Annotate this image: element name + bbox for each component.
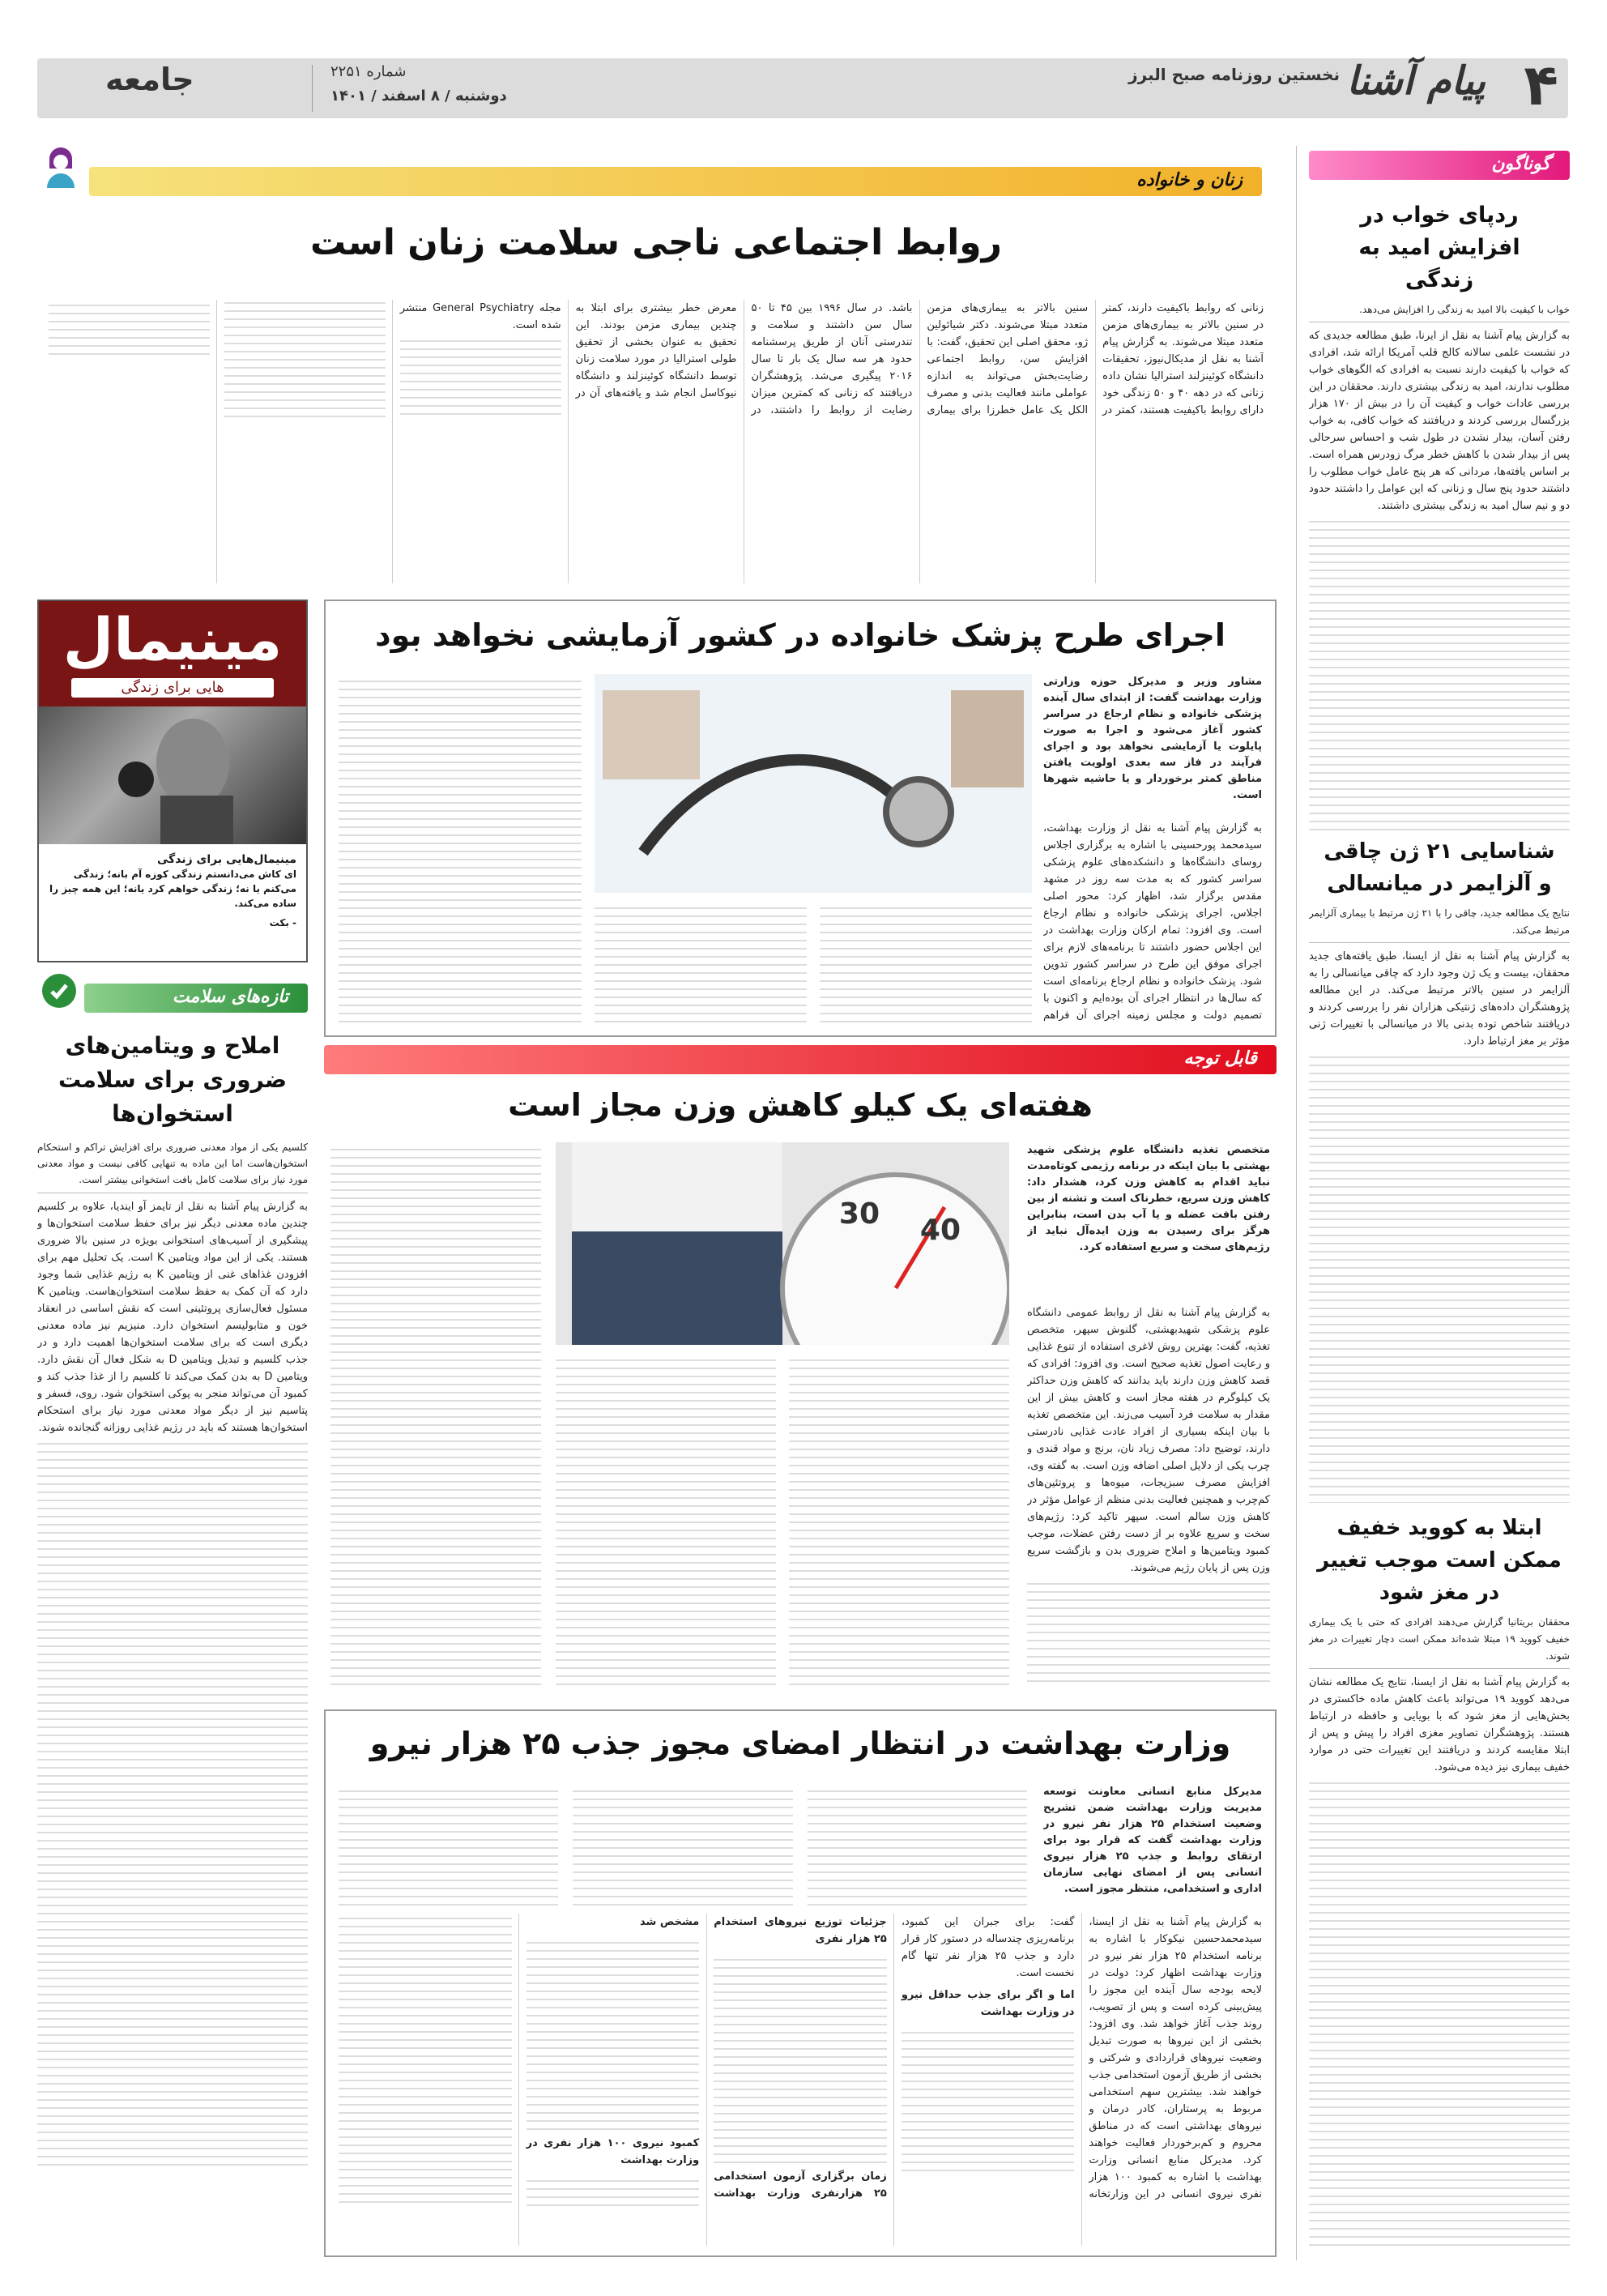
issue-number: شماره ۲۲۵۱ — [330, 63, 407, 80]
svg-text:40: 40 — [919, 1214, 961, 1247]
ministry-sub4: کمبود نیروی ۱۰۰ هزار نفری در وزارت بهداشت — [526, 2137, 700, 2166]
health-lead: کلسیم یکی از مواد معدنی ضروری برای افزایش تراکم و استحکام استخوان‌هاست اما این ماده به تنهایی کافی نیست و مواد معدنی مورد نیاز برای سلامت کامل بافت استخوانی بیشتر است. — [37, 1139, 308, 1193]
family-doctor-lead: مشاور وزیر و مدیرکل حوزه وزارتی وزارت بهداشت گفت: از ابتدای سال آینده پزشکی خانواده و نظام ارجاع در سراسر کشور آغاز می‌شود و اجرا به صورت پایلوت یا آزمایشی نخواهد بود و اجرای فرآیند در فاز سه بعدی اولویت یافتن مناطق کمتر برخوردار و یا حاشیه شهرها است. — [1043, 676, 1262, 801]
obesity-story — [1309, 830, 1570, 1503]
family-doctor-title: اجرای طرح پزشک خانواده در کشور آزمایشی نخواهد بود — [375, 617, 1225, 653]
minimal-photo — [39, 706, 306, 844]
family-doctor-body-left — [339, 674, 582, 1027]
header-logo: پیام آشنا — [1346, 58, 1486, 104]
family-doctor-body-mid — [595, 901, 1032, 1027]
covid-story — [1309, 1507, 1570, 2252]
ministry-sub2: جزئیات توزیع نیروهای استخدام ۲۵ هزار نفری — [714, 1916, 887, 1945]
weight-title: هفته‌ای یک کیلو کاهش وزن مجاز است — [508, 1087, 1093, 1123]
ministry-title: وزارت بهداشت در انتظار امضای مجوز جذب ۲۵ هزار نیرو — [369, 1726, 1231, 1761]
weight-body-right: به گزارش پیام آشنا به نقل از روابط عمومی دانشگاه علوم پزشکی شهیدبهشتی، گلنوش سپهر، متخصص تغذیه، گفت: بهترین روش لاغری استفاده از تنوع غذایی و رعایت اصول تغذیه صحیح است. وی افزود: افرادی که قصد کاهش وزن دارند باید بدانند که کاهش وزن حداکثر یک کیلوگرم در هفته مجاز است و کاهش بیش از این مقدار به سلامت فرد آسیب می‌زند. این متخصص تغذیه با بیان اینکه بسیاری از افراد عادت غذایی نادرستی دارند، توضیح داد: مصرف زیاد نان، برنج و مواد قندی و چرب یکی از دلایل اصلی اضافه وزن است. به گفته وی، افزایش مصرف سبزیجات، میوه‌ها و پروتئین‌های کم‌چرب و همچنین فعالیت بدنی منظم از عوامل مؤثر در کاهش وزن سالم است. سپهر تاکید کرد: رژیم‌های سخت و سریع علاوه بر از دست رفتن عضلات، موجب کمبود ویتامین‌ها و املاح ضروری بدن و بازگشت سریع وزن پس از پایان رژیم می‌شوند. — [1027, 1304, 1270, 1685]
scale-photo — [556, 1142, 1009, 1345]
ministry-box — [324, 1709, 1277, 2257]
obesity-title: شناسایی ۲۱ ژن چاقی و آلزایمر در میانسالی — [1324, 839, 1555, 896]
minimal-quote: ای کاش می‌دانستم زندگی کوزه آم بانه؛ زندگی می‌کنم یا نه؛ زندگی خواهم کرد یانه؛ این همه چیز را ساده می‌کند. — [49, 868, 296, 909]
minimal-author: - بکت — [269, 917, 296, 928]
sleep-lead: خواب با کیفیت بالا امید به زندگی را افزایش می‌دهد. — [1309, 301, 1570, 322]
ministry-body: به گزارش پیام آشنا به نقل از ایسنا، سیدمحمدحسین نیکوکار با اشاره به برنامه استخدام ۲۵ هزار نفر نیرو در وزارت بهداشت اظهار کرد: دولت در لایحه بودجه سال آینده این مجوز را پیش‌بینی کرده است و پس از تصویب، روند جذب آغاز خواهد شد. وی افزود: بخشی از این نیروها به صورت تبدیل وضعیت نیروهای قراردادی و شرکتی و بخشی از طریق آزمون استخدامی جذب خواهند شد. بیشترین سهم استخدامی مربوط به پرستاران، کادر درمان و نیروهای بهداشتی است که در مناطق محروم و کم‌برخوردار فعالیت خواهند کرد. مدیرکل منابع انسانی وزارت بهداشت با اشاره به کمبود ۱۰۰ هزار نفری نیروی انسانی در این وزارتخانه گفت: برای جبران این کمبود، برنامه‌ریزی چندساله در دستور کار قرار دارد و جذب ۲۵ هزار نفر تنها گام نخست است. اما و اگر برای جذب حداقل نیرو در وزارت بهداشت جزئیات توزیع نیروهای استخدام ۲۵ هزار نفری زمان برگزاری آزمون استخدامی ۲۵ هزارنفری وزارت بهداشت مشخص شد کمبود نیروی ۱۰۰ هزار نفری در وزارت بهداشت — [339, 1914, 1262, 2246]
family-doctor-body-right: به گزارش پیام آشنا به نقل از وزارت بهداشت، سیدمحمد پورحسینی با اشاره به برگزاری اجلاس روسای دانشگاه‌ها و دانشکده‌های علوم پزشکی سراسر کشور که به مدت سه روز در مشهد مقدس برگزار شد، اظهار کرد: محور اصلی اجلاس، اجرای پزشکی خانواده و نظام ارجاع است. وی افزود: تمام ارکان وزارت بهداشت در این اجلاس حضور داشتند تا برنامه‌های لازم برای اجرای موفق این طرح در سراسر کشور تدوین شود. پزشک خانواده و نظام ارجاع برنامه‌ای است که سال‌ها در انتظار اجرای آن بوده‌ایم و اکنون با تصمیم دولت و مجلس زمینه اجرای آن فراهم — [1043, 822, 1262, 1022]
minimal-box — [37, 600, 308, 962]
health-icon — [40, 972, 78, 1009]
header-tagline: نخستین روزنامه صبح البرز — [1128, 65, 1340, 84]
health-body: به گزارش پیام آشنا به نقل از تایمز آو ایندیا، علاوه بر کلسیم چندین ماده معدنی دیگر نیز برای حفظ سلامت استخوان‌ها و پیشگیری از آسیب‌های استخوانی بویژه در سنین بالا ضروری هستند. یکی از این مواد ویتامین K است. یک تحلیل مهم برای افزودن غذاهای غنی از ویتامین K به رژیم غذایی شما وجود دارد که آن کمک به حفظ سلامت استخوان‌هاست. ویتامین K مسئول فعال‌سازی پروتئینی است که نقش اساسی در انعقاد خون و متابولیسم استخوان دارد. منیزیم نیز ماده معدنی دیگری است که برای سلامت استخوان‌ها اهمیت دارد و در جذب کلسیم و تبدیل ویتامین D به شکل فعال آن نقش دارد. ویتامین D به بدن کمک می‌کند تا کلسیم را از غذا جذب کند و کمبود آن می‌تواند منجر به پوکی استخوان شود. روی، فسفر و پتاسیم نیز از دیگر مواد معدنی مورد نیاز برای استحکام استخوان‌ها هستند که باید در رژیم غذایی روزانه گنجانده شوند. — [37, 1201, 308, 1434]
obesity-body: به گزارش پیام آشنا به نقل از ایسنا، طبق یافته‌های جدید محققان، بیست و یک ژن وجود دارد که چاقی میانسالی را به آلزایمر در سنین بالاتر مرتبط می‌کند. در این مطالعه پژوهشگران داده‌های ژنتیکی هزاران نفر را بررسی کردند و دریافتند شاخص توده بدنی بالا در میانسالی با تغییرات ژنی مؤثر بر مغز ارتباط دارد. — [1309, 950, 1570, 1048]
covid-lead: محققان بریتانیا گزارش می‌دهند افرادی که حتی با یک بیماری خفیف کووید ۱۹ مبتلا شده‌اند ممکن است دچار تغییرات در مغز شوند. — [1309, 1614, 1570, 1669]
weight-box — [324, 1078, 1277, 1693]
health-title: املاح و ویتامین‌های ضروری برای سلامت استخوان‌ها — [58, 1032, 288, 1127]
weight-body-left — [330, 1142, 541, 1685]
svg-text:30: 30 — [838, 1197, 880, 1231]
minimal-subtitle: هایی برای زندگی — [71, 678, 274, 698]
health-story — [37, 1021, 308, 2256]
weight-body-mid — [556, 1353, 1009, 1685]
covid-body: به گزارش پیام آشنا به نقل از ایسنا، نتایج یک مطالعه نشان می‌دهد کووید ۱۹ می‌تواند باعث کاهش ماده خاکستری در بخش‌هایی از مغز شود که با بویایی و حافظه در ارتباط هستند. پژوهشگران تصاویر مغزی افراد را پیش و پس از ابتلا مقایسه کردند و دریافتند این تغییرات حتی در موارد خفیف بیماری نیز دیده می‌شود. — [1309, 1676, 1570, 1773]
family-doctor-box — [324, 600, 1277, 1037]
covid-title: ابتلا به کووید خفیف ممکن است موجب تغییر در مغز شود — [1317, 1516, 1562, 1605]
women-title: روابط اجتماعی ناجی سلامت زنان است — [310, 222, 1002, 263]
women-tag: زنان و خانواده — [89, 167, 1262, 196]
minimal-caption-title: مینیمال‌هایی برای زندگی — [156, 853, 296, 866]
obesity-lead: نتایج یک مطالعه جدید، چاقی را با ۲۱ ژن مرتبط با بیماری آلزایمر مرتبط می‌کند. — [1309, 905, 1570, 943]
health-tag: تازه‌های سلامت — [84, 984, 308, 1013]
misc-tag: گوناگون — [1309, 151, 1570, 180]
sleep-body: به گزارش پیام آشنا به نقل از ایرنا، طبق مطالعه جدیدی که در نشست علمی سالانه کالج قلب آمریکا ارائه شد، افرادی که خواب با کیفیت دارند نسبت به افرادی که الگوهای خواب مطلوب ندارند، امید به زندگی بیشتری دارند. محققان در این بررسی عادات خواب و کیفیت آن را در بیش از ۱۷۰ هزار بزرگسال بررسی کردند و دریافتند که خواب کافی، به خواب رفتن آسان، بیدار نشدن در طول شب و احساس سرحالی پس از بیدار شدن با کاهش خطر مرگ زودرس همراه است. بر اساس یافته‌ها، مردانی که هر پنج عامل خواب مطلوب را داشتند حدود پنج سال و زنانی که این عوامل را داشتند حدود دو و نیم سال امید به زندگی بیشتری داشتند. — [1309, 330, 1570, 512]
page-number: ۴ — [1524, 52, 1558, 118]
sleep-title: ردپای خواب در افزایش امید به زندگی — [1358, 203, 1520, 292]
ministry-top-cols — [339, 1784, 1027, 1906]
ministry-sub1: اما و اگر برای جذب حداقل نیرو در وزارت بهداشت — [901, 1989, 1075, 2018]
weight-lead: متخصص تغذیه دانشگاه علوم پزشکی شهید بهشتی با بیان اینکه در برنامه رژیمی کوتاه‌مدت نباید اقدام به کاهش وزن کرد، هشدار داد: کاهش وزن سریع، خطرناک است و تشنه از بین رفتن بافت عضله و یا آب بدن است، بنابراین هرگز برای رسیدن به وزن ایده‌آل نباید از رژیم‌های سخت و سریع استفاده کرد. — [1027, 1144, 1270, 1253]
minimal-title: مینیمال — [62, 605, 283, 673]
section-title: جامعه — [105, 62, 194, 97]
women-body: زنانی که روابط باکیفیت دارند، کمتر در سنین بالاتر به بیماری‌های مزمن متعدد مبتلا می‌شوند. به گزارش پیام آشنا به نقل از مدیکال‌نیوز، تحقیقات دانشگاه کوئینزلند استرالیا نشان داده زنانی که در دهه ۴۰ و ۵۰ زندگی خود دارای روابط باکیفیت هستند، کمتر در سنین بالاتر به بیماری‌های مزمن متعدد مبتلا می‌شوند. دکتر شیائولین ژو، محقق اصلی این تحقیق، گفت: با افزایش سن، روابط اجتماعی رضایت‌بخش می‌تواند به اندازه عواملی مانند فعالیت بدنی و مصرف الکل یک عامل خطرزا برای بیماری باشد. در سال ۱۹۹۶ بین ۴۵ تا ۵۰ سال سن داشتند و سلامت و تندرستی آنان از طریق پرسشنامه حدود هر سه سال یک بار تا سال ۲۰۱۶ پیگیری می‌شد. پژوهشگران دریافتند که زنانی که کمترین میزان رضایت از روابط را داشتند، در معرض خطر بیشتری برای ابتلا به چندین بیماری مزمن بودند. این تحقیق به عنوان بخشی از تحقیق طولی استرالیا در مورد سلامت زنان توسط دانشگاه کوئینزلند و دانشگاه نیوکاسل انجام شد و یافته‌های آن در مجله General Psychiatry منتشر شده است. — [49, 300, 1264, 583]
ministry-lead: مدیرکل منابع انسانی معاونت توسعه مدیریت وزارت بهداشت ضمن تشریح وضعیت استخدام ۲۵ هزار نفر نیرو در وزارت بهداشت گفت که قرار بود برای ارتقای روابط و جذب ۲۵ هزار نیروی انسانی پس از امضای نهایی سازمان اداری و استخدامی، منتظر مجوز است. — [1043, 1786, 1262, 1895]
ministry-sub3: زمان برگزاری آزمون استخدامی ۲۵ هزارنفری وزارت بهداشت مشخص شد — [640, 1916, 887, 2200]
stethoscope-photo — [595, 674, 1032, 893]
issue-date: دوشنبه / ۸ اسفند / ۱۴۰۱ — [330, 87, 507, 105]
minimal-header — [39, 601, 306, 706]
weight-tag: قابل توجه — [324, 1045, 1277, 1074]
